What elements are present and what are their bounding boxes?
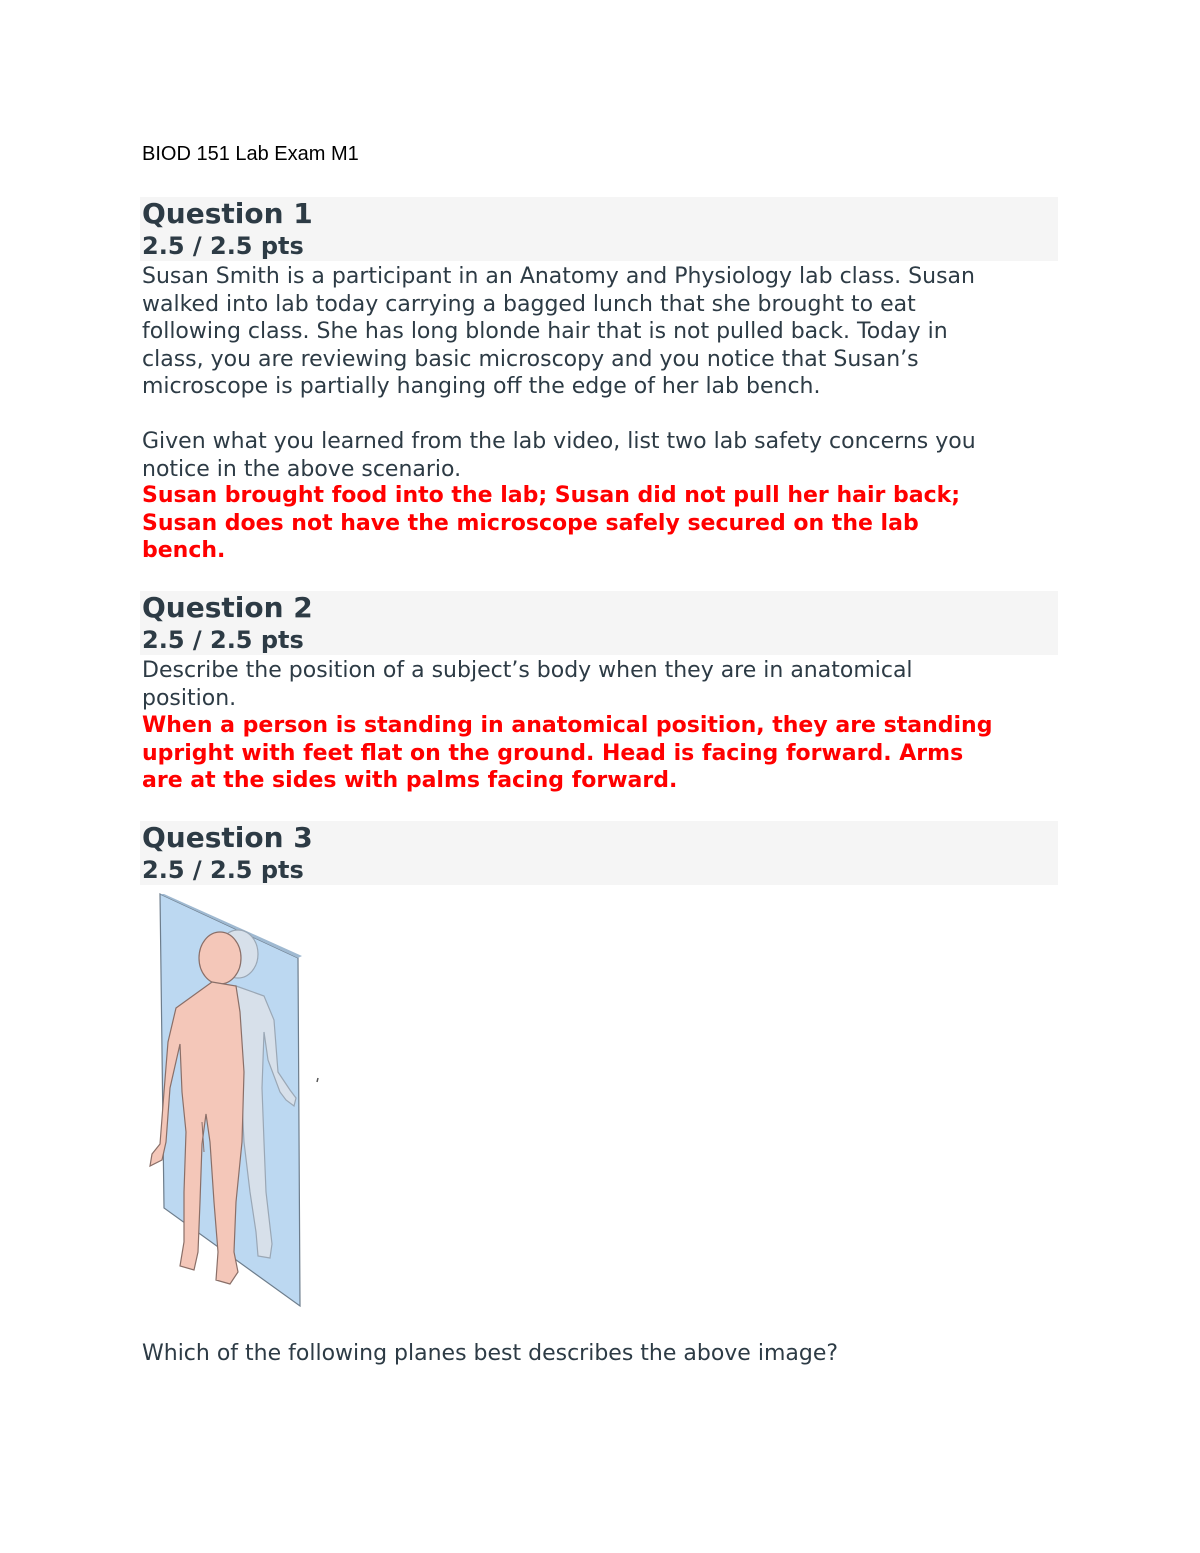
answer-line: bench. — [142, 538, 226, 563]
question-1-title: Question 1 — [142, 197, 313, 230]
question-line: Given what you learned from the lab video, list two lab safety concerns you — [142, 429, 976, 454]
question-1-points: 2.5 / 2.5 pts — [142, 232, 304, 260]
prompt-line: class, you are reviewing basic microscopy and you notice that Susan’s — [142, 346, 919, 372]
prompt-line: Susan Smith is a participant in an Anatomy and Physiology lab class. Susan — [142, 264, 975, 289]
prompt-line: position. — [142, 685, 237, 711]
question-2-answer — [142, 712, 1072, 795]
answer-line: Susan brought food into the lab; Susan did not pull her hair back; — [142, 483, 961, 508]
question-3-header — [140, 821, 1058, 885]
question-1-header — [140, 197, 1058, 261]
prompt-line: Describe the position of a subject’s body when they are in anatomical — [142, 658, 913, 683]
question-1-question — [142, 428, 1072, 483]
question-3-title: Question 3 — [142, 821, 313, 854]
question-2-title: Question 2 — [142, 591, 313, 624]
document-title: BIOD 151 Lab Exam M1 — [142, 143, 359, 165]
question-3-points: 2.5 / 2.5 pts — [142, 856, 304, 884]
small-mark — [317, 1078, 318, 1082]
question-1-answer — [142, 482, 1072, 565]
answer-line: are at the sides with palms facing forward. — [142, 768, 678, 793]
question-2-points: 2.5 / 2.5 pts — [142, 626, 304, 654]
question-line: Which of the following planes best describes the above image? — [142, 1341, 839, 1366]
question-2-header — [140, 591, 1058, 655]
anatomy-illustration — [140, 892, 340, 1312]
prompt-line: microscope is partially hanging off the edge of her lab bench. — [142, 374, 821, 399]
answer-line: upright with feet flat on the ground. Head is facing forward. Arms — [142, 740, 964, 766]
answer-line: When a person is standing in anatomical position, they are standing — [142, 713, 993, 738]
question-line: notice in the above scenario. — [142, 456, 462, 482]
prompt-line: walked into lab today carrying a bagged lunch that she brought to eat — [142, 291, 916, 317]
question-1-prompt — [142, 263, 1072, 401]
prompt-line: following class. She has long blonde hair that is not pulled back. Today in — [142, 319, 948, 344]
answer-line: Susan does not have the microscope safely secured on the lab — [142, 510, 919, 536]
question-3-question — [142, 1340, 1072, 1368]
question-2-prompt — [142, 657, 1072, 712]
sagittal-plane-figure — [140, 892, 340, 1316]
